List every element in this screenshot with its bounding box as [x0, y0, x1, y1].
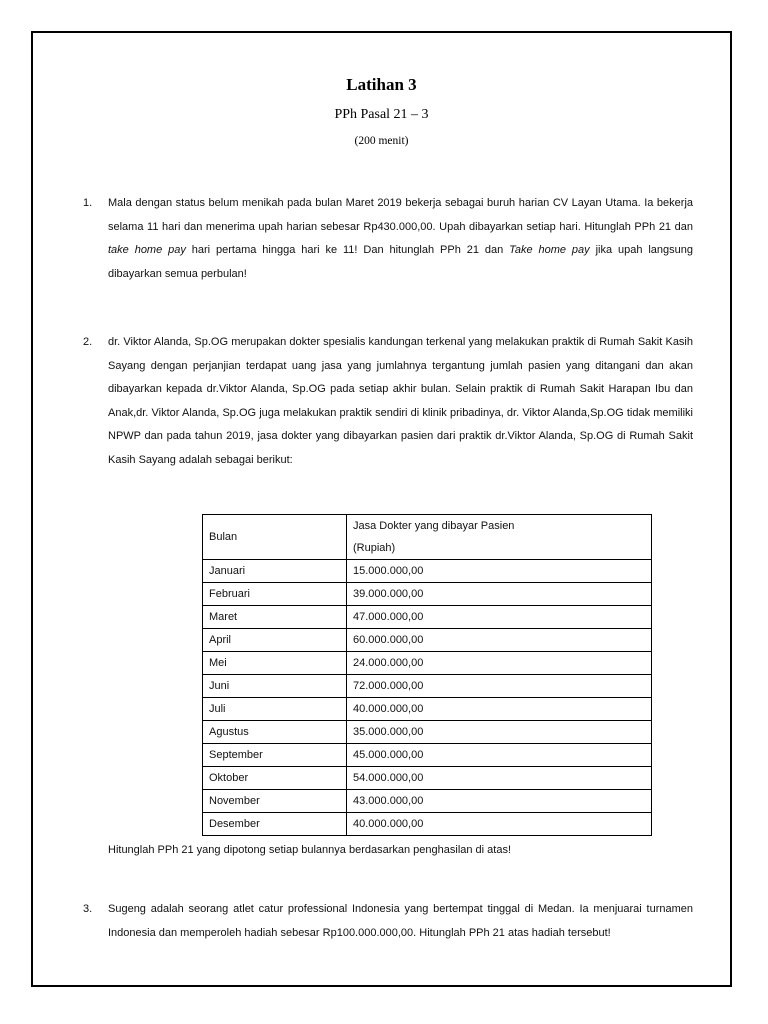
question-1-text: Mala dengan status belum menikah pada bulan Maret 2019 bekerja sebagai buruh harian CV Layan Utama. Ia bekerja selama 11 hari dan menerima upah harian sebesar Rp430.000,00. Upah dibayarkan setiap hari. Hitunglah PPh 21 dan take home pay hari pertama hingga hari ke 11! Dan hitunglah PPh 21 dan Take home pay jika upah langsung dibayarkan semua perbulan!	[108, 197, 694, 280]
amount-cell: 15.000.000,00	[347, 560, 652, 583]
amount-cell: 43.000.000,00	[347, 790, 652, 813]
question-2-text: dr. Viktor Alanda, Sp.OG merupakan dokter spesialis kandungan terkenal yang melakukan praktik di Rumah Sakit Kasih Sayang dengan perjanjian terdapat uang jasa yang jumlahnya tergantung jumlah pasien yang ditangani dan akan dibayarkan kepada dr.Viktor Alanda, Sp.OG pada setiap akhir bulan. Selain praktik di Rumah Sakit Harapan Ibu dan Anak,dr. Viktor Alanda, Sp.OG juga melakukan praktik sendiri di klinik pribadinya, dr. Viktor Alanda,Sp.OG tidak memiliki NPWP dan pada tahun 2019, jasa dokter yang dibayarkan pasien dari praktik dr.Viktor Alanda, Sp.OG di Rumah Sakit Kasih Sayang adalah sebagai berikut:	[108, 336, 693, 466]
duration-label: (200 menit)	[354, 135, 409, 147]
amount-cell: 35.000.000,00	[347, 721, 652, 744]
month-cell: Juni	[203, 675, 347, 698]
month-cell: Januari	[203, 560, 347, 583]
amount-cell: 39.000.000,00	[347, 583, 652, 606]
amount-cell: 40.000.000,00	[347, 698, 652, 721]
amount-cell: 60.000.000,00	[347, 629, 652, 652]
question-2-instruction: Hitunglah PPh 21 yang dipotong setiap bulannya berdasarkan penghasilan di atas!	[108, 844, 512, 856]
month-cell: Agustus	[203, 721, 347, 744]
month-cell: November	[203, 790, 347, 813]
month-cell: April	[203, 629, 347, 652]
amount-cell: 45.000.000,00	[347, 744, 652, 767]
document-page	[31, 31, 732, 987]
table-row	[203, 652, 652, 675]
question-1-number: 1.	[83, 197, 93, 209]
amount-cell: 72.000.000,00	[347, 675, 652, 698]
page-title: Latihan 3	[346, 75, 417, 94]
fee-table	[202, 514, 652, 836]
table-row	[203, 813, 652, 836]
amount-cell: 24.000.000,00	[347, 652, 652, 675]
month-cell: Juli	[203, 698, 347, 721]
table-row	[203, 675, 652, 698]
month-cell: Maret	[203, 606, 347, 629]
question-3-number: 3.	[83, 903, 93, 915]
column-header-amount: Jasa Dokter yang dibayar Pasien (Rupiah)	[347, 515, 652, 560]
table-row	[203, 698, 652, 721]
question-3-text: Sugeng adalah seorang atlet catur professional Indonesia yang bertempat tinggal di Medan. Ia menjuarai turnamen Indonesia dan memperoleh hadiah sebesar Rp100.000.000,00. Hitunglah PPh 21 atas hadiah tersebut!	[108, 903, 693, 939]
table-row	[203, 721, 652, 744]
question-2-number: 2.	[83, 336, 93, 348]
month-cell: Februari	[203, 583, 347, 606]
table-row	[203, 767, 652, 790]
amount-cell: 47.000.000,00	[347, 606, 652, 629]
page-subtitle: PPh Pasal 21 – 3	[334, 107, 429, 122]
table-row	[203, 790, 652, 813]
table-row	[203, 606, 652, 629]
month-cell: Oktober	[203, 767, 347, 790]
table-row	[203, 583, 652, 606]
table-row	[203, 560, 652, 583]
column-header-month: Bulan	[203, 515, 347, 560]
table-row	[203, 629, 652, 652]
amount-cell: 40.000.000,00	[347, 813, 652, 836]
table-row	[203, 744, 652, 767]
month-cell: September	[203, 744, 347, 767]
table-header-row	[203, 515, 652, 560]
amount-cell: 54.000.000,00	[347, 767, 652, 790]
month-cell: Desember	[203, 813, 347, 836]
month-cell: Mei	[203, 652, 347, 675]
